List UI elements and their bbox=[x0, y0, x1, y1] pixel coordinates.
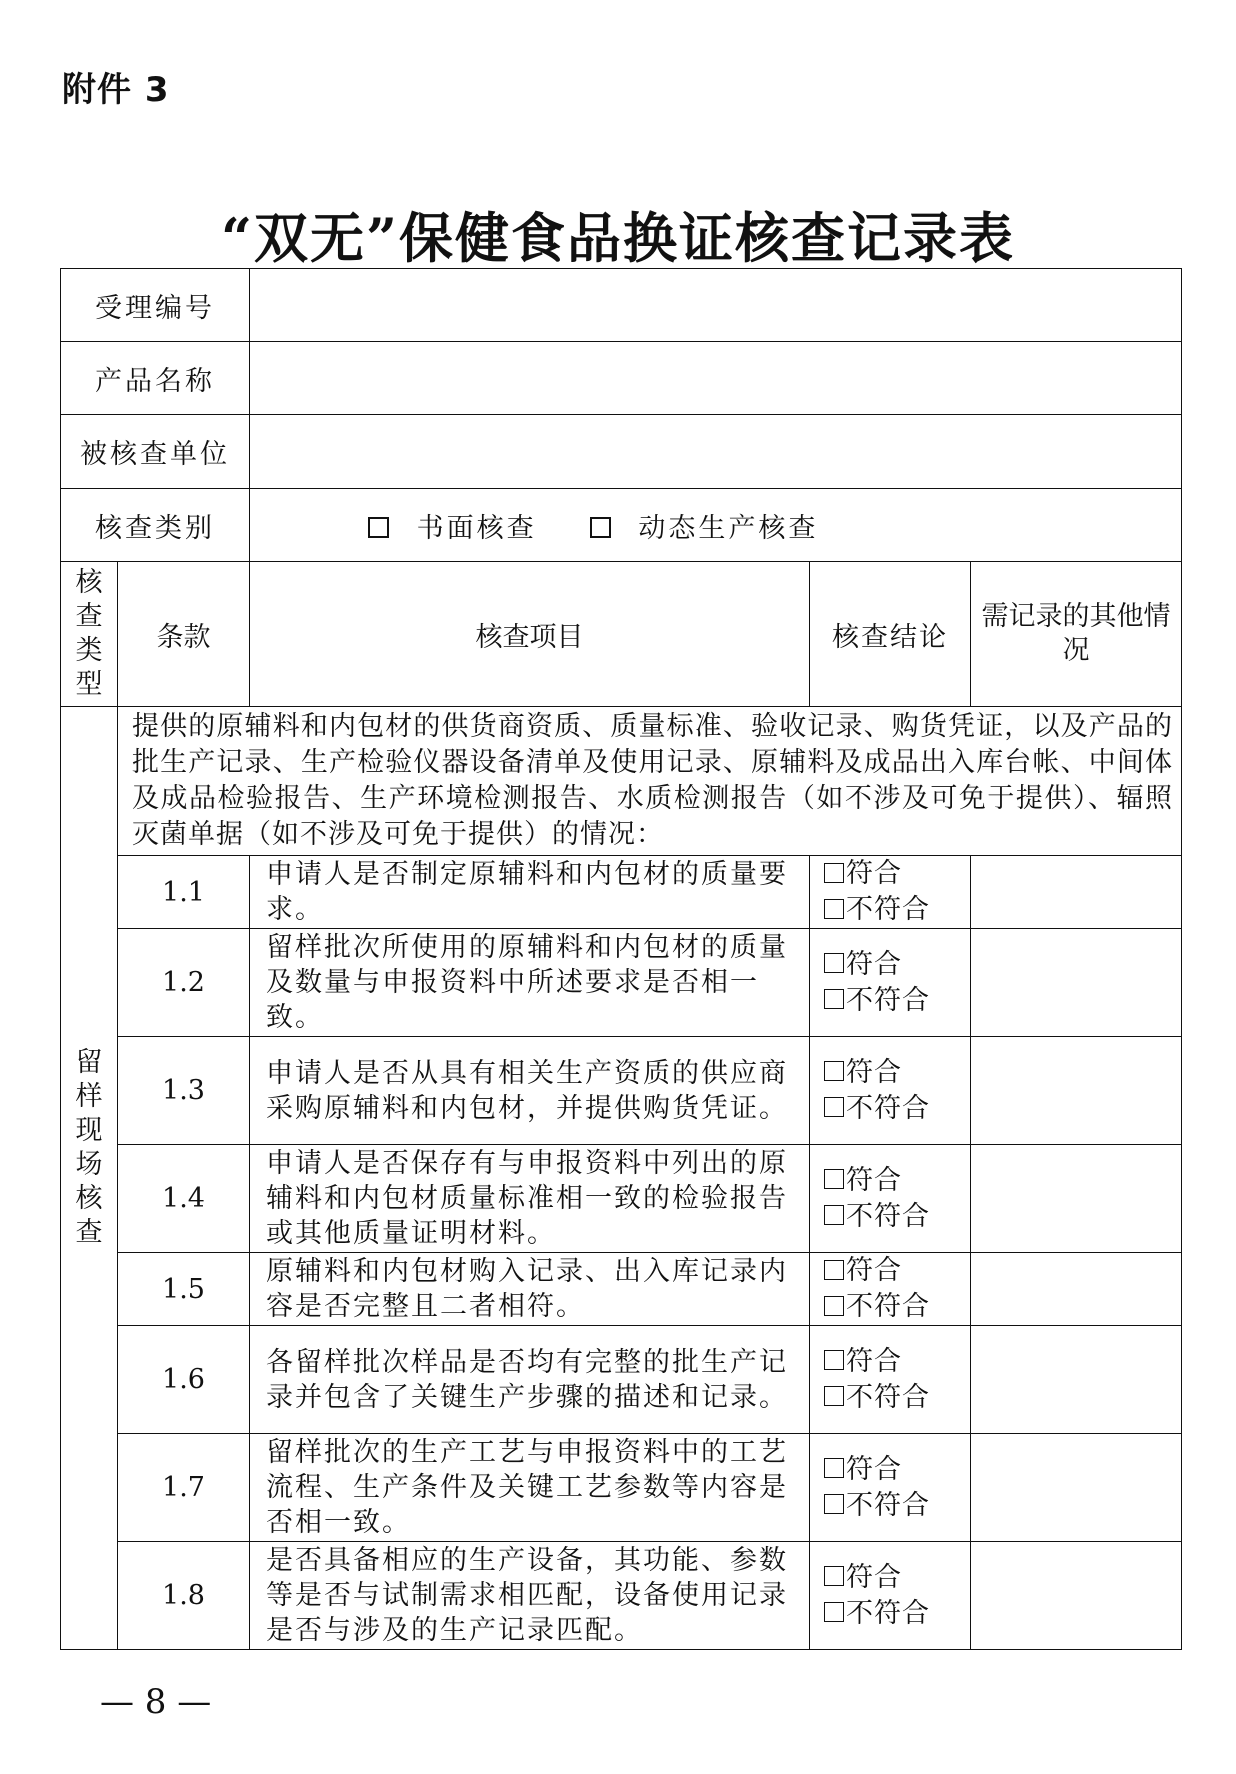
nonconform-label: 不符合 bbox=[846, 984, 930, 1016]
check-item-text: 原辅料和内包材购入记录、出入库记录内容是否完整且二者相符。 bbox=[250, 1253, 810, 1326]
field-value-acceptance-number[interactable] bbox=[250, 269, 1182, 342]
option-dynamic-production-review-label: 动态生产核查 bbox=[638, 512, 819, 544]
nonconform-label: 不符合 bbox=[846, 1489, 930, 1521]
field-value-inspected-unit[interactable] bbox=[250, 415, 1182, 489]
checkbox-conform[interactable] bbox=[824, 1350, 844, 1370]
page-title: “双无”保健食品换证核查记录表 bbox=[220, 206, 1016, 270]
checkbox-dynamic-production-review[interactable] bbox=[590, 517, 611, 538]
field-row-inspected-unit bbox=[61, 415, 1182, 489]
conclusion-options bbox=[810, 1037, 971, 1145]
check-item-text: 留样批次所使用的原辅料和内包材的质量及数量与申报资料中所述要求是否相一致。 bbox=[250, 929, 810, 1037]
other-notes-cell[interactable] bbox=[971, 1037, 1182, 1145]
record-form-table bbox=[60, 268, 1182, 1650]
check-item-text: 申请人是否制定原辅料和内包材的质量要求。 bbox=[250, 856, 810, 929]
option-written-review-label: 书面核查 bbox=[416, 512, 537, 544]
clause-number: 1.1 bbox=[118, 856, 250, 929]
header-clause: 条款 bbox=[118, 562, 250, 707]
checkbox-nonconform[interactable] bbox=[824, 1386, 844, 1406]
conclusion-options bbox=[810, 856, 971, 929]
table-row bbox=[61, 856, 1182, 929]
header-item: 核查项目 bbox=[250, 562, 810, 707]
other-notes-cell[interactable] bbox=[971, 1145, 1182, 1253]
table-row bbox=[61, 1542, 1182, 1650]
other-notes-cell[interactable] bbox=[971, 1434, 1182, 1542]
field-row-product-name bbox=[61, 342, 1182, 415]
check-item-text: 申请人是否从具有相关生产资质的供应商采购原辅料和内包材，并提供购货凭证。 bbox=[250, 1037, 810, 1145]
nonconform-label: 不符合 bbox=[846, 1092, 930, 1124]
field-label: 被核查单位 bbox=[61, 415, 250, 489]
header-other: 需记录的其他情况 bbox=[971, 562, 1182, 707]
category-label: 核查类别 bbox=[61, 489, 250, 562]
other-notes-cell[interactable] bbox=[971, 929, 1182, 1037]
nonconform-label: 不符合 bbox=[846, 1291, 930, 1322]
checkbox-conform[interactable] bbox=[824, 863, 844, 883]
checkbox-nonconform[interactable] bbox=[824, 1602, 844, 1622]
table-row bbox=[61, 1434, 1182, 1542]
nonconform-label: 不符合 bbox=[846, 1200, 930, 1232]
conclusion-options bbox=[810, 929, 971, 1037]
conform-label: 符合 bbox=[846, 1561, 902, 1593]
conclusion-options bbox=[810, 1326, 971, 1434]
clause-number: 1.8 bbox=[118, 1542, 250, 1650]
conform-label: 符合 bbox=[846, 1164, 902, 1196]
header-type: 核 查 类 型 bbox=[61, 562, 118, 707]
checkbox-nonconform[interactable] bbox=[824, 1494, 844, 1514]
check-item-text: 留样批次的生产工艺与申报资料中的工艺流程、生产条件及关键工艺参数等内容是否相一致。 bbox=[250, 1434, 810, 1542]
conform-label: 符合 bbox=[846, 1453, 902, 1485]
checkbox-conform[interactable] bbox=[824, 1458, 844, 1478]
table-row bbox=[61, 1145, 1182, 1253]
checkbox-conform[interactable] bbox=[824, 1061, 844, 1081]
conform-label: 符合 bbox=[846, 948, 902, 980]
checkbox-conform[interactable] bbox=[824, 953, 844, 973]
section-intro-row bbox=[61, 707, 1182, 856]
other-notes-cell[interactable] bbox=[971, 1253, 1182, 1326]
page-number: — 8 — bbox=[100, 1682, 212, 1722]
clause-number: 1.5 bbox=[118, 1253, 250, 1326]
conclusion-options bbox=[810, 1542, 971, 1650]
field-row-category bbox=[61, 489, 1182, 562]
table-row bbox=[61, 929, 1182, 1037]
conform-label: 符合 bbox=[846, 1345, 902, 1377]
table-row bbox=[61, 1037, 1182, 1145]
conform-label: 符合 bbox=[846, 858, 902, 889]
category-options bbox=[250, 489, 1182, 562]
clause-number: 1.2 bbox=[118, 929, 250, 1037]
conclusion-options bbox=[810, 1253, 971, 1326]
checkbox-conform[interactable] bbox=[824, 1260, 844, 1280]
clause-number: 1.6 bbox=[118, 1326, 250, 1434]
conform-label: 符合 bbox=[846, 1255, 902, 1286]
section-type-label: 留 样 现 场 核 查 bbox=[61, 707, 118, 1650]
checkbox-nonconform[interactable] bbox=[824, 899, 844, 919]
clause-number: 1.7 bbox=[118, 1434, 250, 1542]
check-item-text: 各留样批次样品是否均有完整的批生产记录并包含了关键生产步骤的描述和记录。 bbox=[250, 1326, 810, 1434]
nonconform-label: 不符合 bbox=[846, 894, 930, 925]
table-row bbox=[61, 1253, 1182, 1326]
checkbox-nonconform[interactable] bbox=[824, 1205, 844, 1225]
checkbox-conform[interactable] bbox=[824, 1566, 844, 1586]
field-row-acceptance-number bbox=[61, 269, 1182, 342]
attachment-label: 附件 3 bbox=[62, 70, 170, 110]
clause-number: 1.3 bbox=[118, 1037, 250, 1145]
header-conclusion: 核查结论 bbox=[810, 562, 971, 707]
nonconform-label: 不符合 bbox=[846, 1381, 930, 1413]
checkbox-nonconform[interactable] bbox=[824, 1296, 844, 1316]
section-intro-text: 提供的原辅料和内包材的供货商资质、质量标准、验收记录、购货凭证，以及产品的批生产记录、生产检验仪器设备清单及使用记录、原辅料及成品出入库台帐、中间体及成品检验报告、生产环境检测报告、水质检测报告（如不涉及可免于提供）、辐照灭菌单据（如不涉及可免于提供）的情况： bbox=[118, 707, 1182, 856]
nonconform-label: 不符合 bbox=[846, 1597, 930, 1629]
table-header-row bbox=[61, 562, 1182, 707]
other-notes-cell[interactable] bbox=[971, 1542, 1182, 1650]
checkbox-conform[interactable] bbox=[824, 1169, 844, 1189]
table-row bbox=[61, 1326, 1182, 1434]
checkbox-written-review[interactable] bbox=[368, 517, 389, 538]
conform-label: 符合 bbox=[846, 1056, 902, 1088]
other-notes-cell[interactable] bbox=[971, 1326, 1182, 1434]
clause-number: 1.4 bbox=[118, 1145, 250, 1253]
field-label: 受理编号 bbox=[61, 269, 250, 342]
check-item-text: 是否具备相应的生产设备，其功能、参数等是否与试制需求相匹配，设备使用记录是否与涉及的生产记录匹配。 bbox=[250, 1542, 810, 1650]
other-notes-cell[interactable] bbox=[971, 856, 1182, 929]
checkbox-nonconform[interactable] bbox=[824, 989, 844, 1009]
check-item-text: 申请人是否保存有与申报资料中列出的原辅料和内包材质量标准相一致的检验报告或其他质量证明材料。 bbox=[250, 1145, 810, 1253]
conclusion-options bbox=[810, 1145, 971, 1253]
checkbox-nonconform[interactable] bbox=[824, 1097, 844, 1117]
field-value-product-name[interactable] bbox=[250, 342, 1182, 415]
field-label: 产品名称 bbox=[61, 342, 250, 415]
conclusion-options bbox=[810, 1434, 971, 1542]
